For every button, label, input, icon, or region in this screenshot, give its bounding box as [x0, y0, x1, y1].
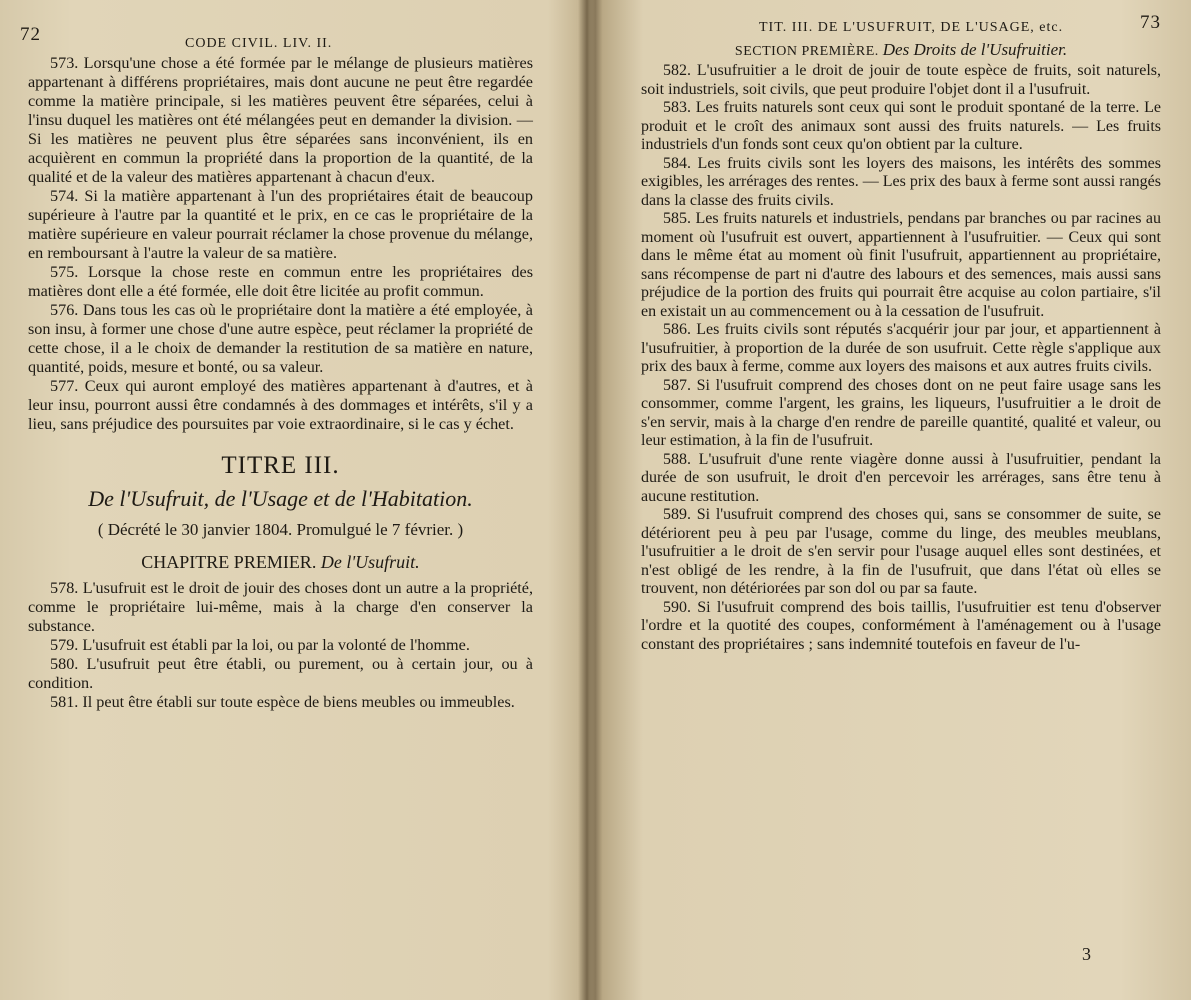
- article-576: 576. Dans tous les cas où le propriétaire dont la matière a été employée, à son insu, à former une chose d'une autre espèce, peut réclamer la propriété de cette chose, il a le choix de demander la restitution de sa matière en nature, quantité, poids, mesure et bonté, ou sa valeur.: [28, 301, 533, 376]
- article-583: 583. Les fruits naturels sont ceux qui sont le produit spontané de la terre. Le produit et le croît des animaux sont aussi des fruits naturels. — Les fruits industriels d'un fonds sont ceux qu'on obtient par la culture.: [641, 99, 1161, 153]
- article-582: 582. L'usufruitier a le droit de jouir de toute espèce de fruits, soit naturels, soit industriels, soit civils, que peut produire l'objet dont il a l'usufruit.: [641, 62, 1161, 98]
- running-head: [641, 12, 1161, 38]
- article-580: 580. L'usufruit peut être établi, ou purement, ou à certain jour, ou à condition.: [28, 655, 533, 692]
- article-577: 577. Ceux qui auront employé des matières appartenant à d'autres, et à leur insu, pourront aussi être condamnés à des dommages et intérêts, s'il y a lieu, sans préjudice des poursuites par voie extraordinaire, si le cas y échet.: [28, 377, 533, 433]
- article-588: 588. L'usufruit d'une rente viagère donne aussi à l'usufruitier, pendant la durée de son usufruit, le droit d'en percevoir les arrérages, sans être tenu à aucune restitution.: [641, 450, 1161, 505]
- running-head: [20, 24, 533, 51]
- page-number: 73: [1140, 12, 1161, 33]
- chapter-title: De l'Usufruit.: [320, 552, 420, 572]
- article-587: 587. Si l'usufruit comprend des choses dont on ne peut faire usage sans les consommer, comme l'argent, les grains, les liqueurs, l'usufruitier a le droit de s'en servir, mais à la charge d'en rendre de pareille quantité, qualité et valeur, ou leur estimation, à la fin de l'usufruit.: [641, 376, 1161, 449]
- titre-subtitle: De l'Usufruit, de l'Usage et de l'Habitation.: [88, 486, 473, 511]
- section-heading: [641, 40, 1161, 60]
- running-head-title: TIT. III. DE L'USUFRUIT, DE L'USAGE, etc.: [759, 20, 1064, 35]
- left-page: [0, 0, 583, 1000]
- signature-mark: 3: [1082, 944, 1091, 964]
- article-589: 589. Si l'usufruit comprend des choses qui, sans se consommer de suite, se détériorent peu à peu par l'usage, comme du linge, des meubles meublans, l'usufruitier a le droit de s'en servir pour l'usage auquel elles sont destinées, et n'est obligé de les rendre, à la fin de l'usufruit, que dans l'état où elles se trouvent, non détériorées par son dol ou par sa faute.: [641, 506, 1161, 597]
- article-579: 579. L'usufruit est établi par la loi, ou par la volonté de l'homme.: [50, 636, 470, 654]
- article-584: 584. Les fruits civils sont les loyers des maisons, les intérêts des sommes exigibles, les arrérages des rentes. — Les prix des baux à ferme sont aussi rangés dans la classe des fruits civils.: [641, 154, 1161, 209]
- article-575: 575. Lorsque la chose reste en commun entre les propriétaires des matières dont elle a été formée, elle doit être licitée au profit commun.: [28, 263, 533, 300]
- running-head-title: CODE CIVIL. LIV. II.: [185, 36, 333, 51]
- page-number: 72: [20, 24, 41, 45]
- section-label: SECTION PREMIÈRE.: [734, 44, 879, 59]
- section-title: Des Droits de l'Usufruitier.: [882, 40, 1068, 59]
- titre-heading: TITRE III.: [221, 452, 340, 479]
- article-585: 585. Les fruits naturels et industriels, pendans par branches ou par racines au moment où l'usufruit est ouvert, appartiennent à l'usufruitier. — Ceux qui sont dans le même état au moment où finit l'usufruit, appartiennent au propriétaire, sans récompense de part ni d'autre des labours et des semences, mais aussi sans préjudice de la portion des fruits qui pourrait être acquise au colon partiaire, s'il en existait un au commencement ou à la cessation de l'usufruit.: [641, 210, 1161, 320]
- article-578: 578. L'usufruit est le droit de jouir des choses dont un autre a la propriété, comme le propriétaire lui-même, mais à la charge d'en conserver la substance.: [28, 579, 533, 635]
- chapter-label: CHAPITRE PREMIER.: [141, 552, 317, 572]
- article-573: 573. Lorsqu'une chose a été formée par le mélange de plusieurs matières appartenant à différens propriétaires, mais dont aucune ne peut être regardée comme la matière principale, si les matières peuvent être séparées, celui à l'insu duquel les matières ont été mélangées peut en demander la division. — Si les matières ne peuvent plus être séparées sans inconvénient, ils en acquièrent en commun la propriété dans la proportion de la quantité, de la qualité et de la valeur des matières appartenant à chacun d'eux.: [28, 54, 533, 186]
- article-590: 590. Si l'usufruit comprend des bois taillis, l'usufruitier est tenu d'observer l'ordre et la quotité des coupes, conformément à l'aménagement ou à l'usage constant des propriétaires ; sans indemnité toutefois en faveur de l'u-: [641, 598, 1161, 653]
- article-586: 586. Les fruits civils sont réputés s'acquérir jour par jour, et appartiennent à l'usufruitier, à proportion de la durée de son usufruit. Cette règle s'applique aux prix des baux à ferme, comme aux loyers des maisons et aux autres fruits civils.: [641, 321, 1161, 375]
- article-574: 574. Si la matière appartenant à l'un des propriétaires était de beaucoup supérieure à l'autre par la quantité et le prix, en ce cas le propriétaire de la matière supérieure en valeur pourrait réclamer la chose provenue du mélange, en remboursant à l'autre la valeur de sa matière.: [28, 187, 533, 262]
- chapter-heading: [28, 552, 533, 573]
- decree-line: ( Décrété le 30 janvier 1804. Promulgué le 7 février. ): [97, 520, 464, 539]
- article-581: 581. Il peut être établi sur toute espèce de biens meubles ou immeubles.: [50, 693, 515, 711]
- right-page: [593, 0, 1191, 1000]
